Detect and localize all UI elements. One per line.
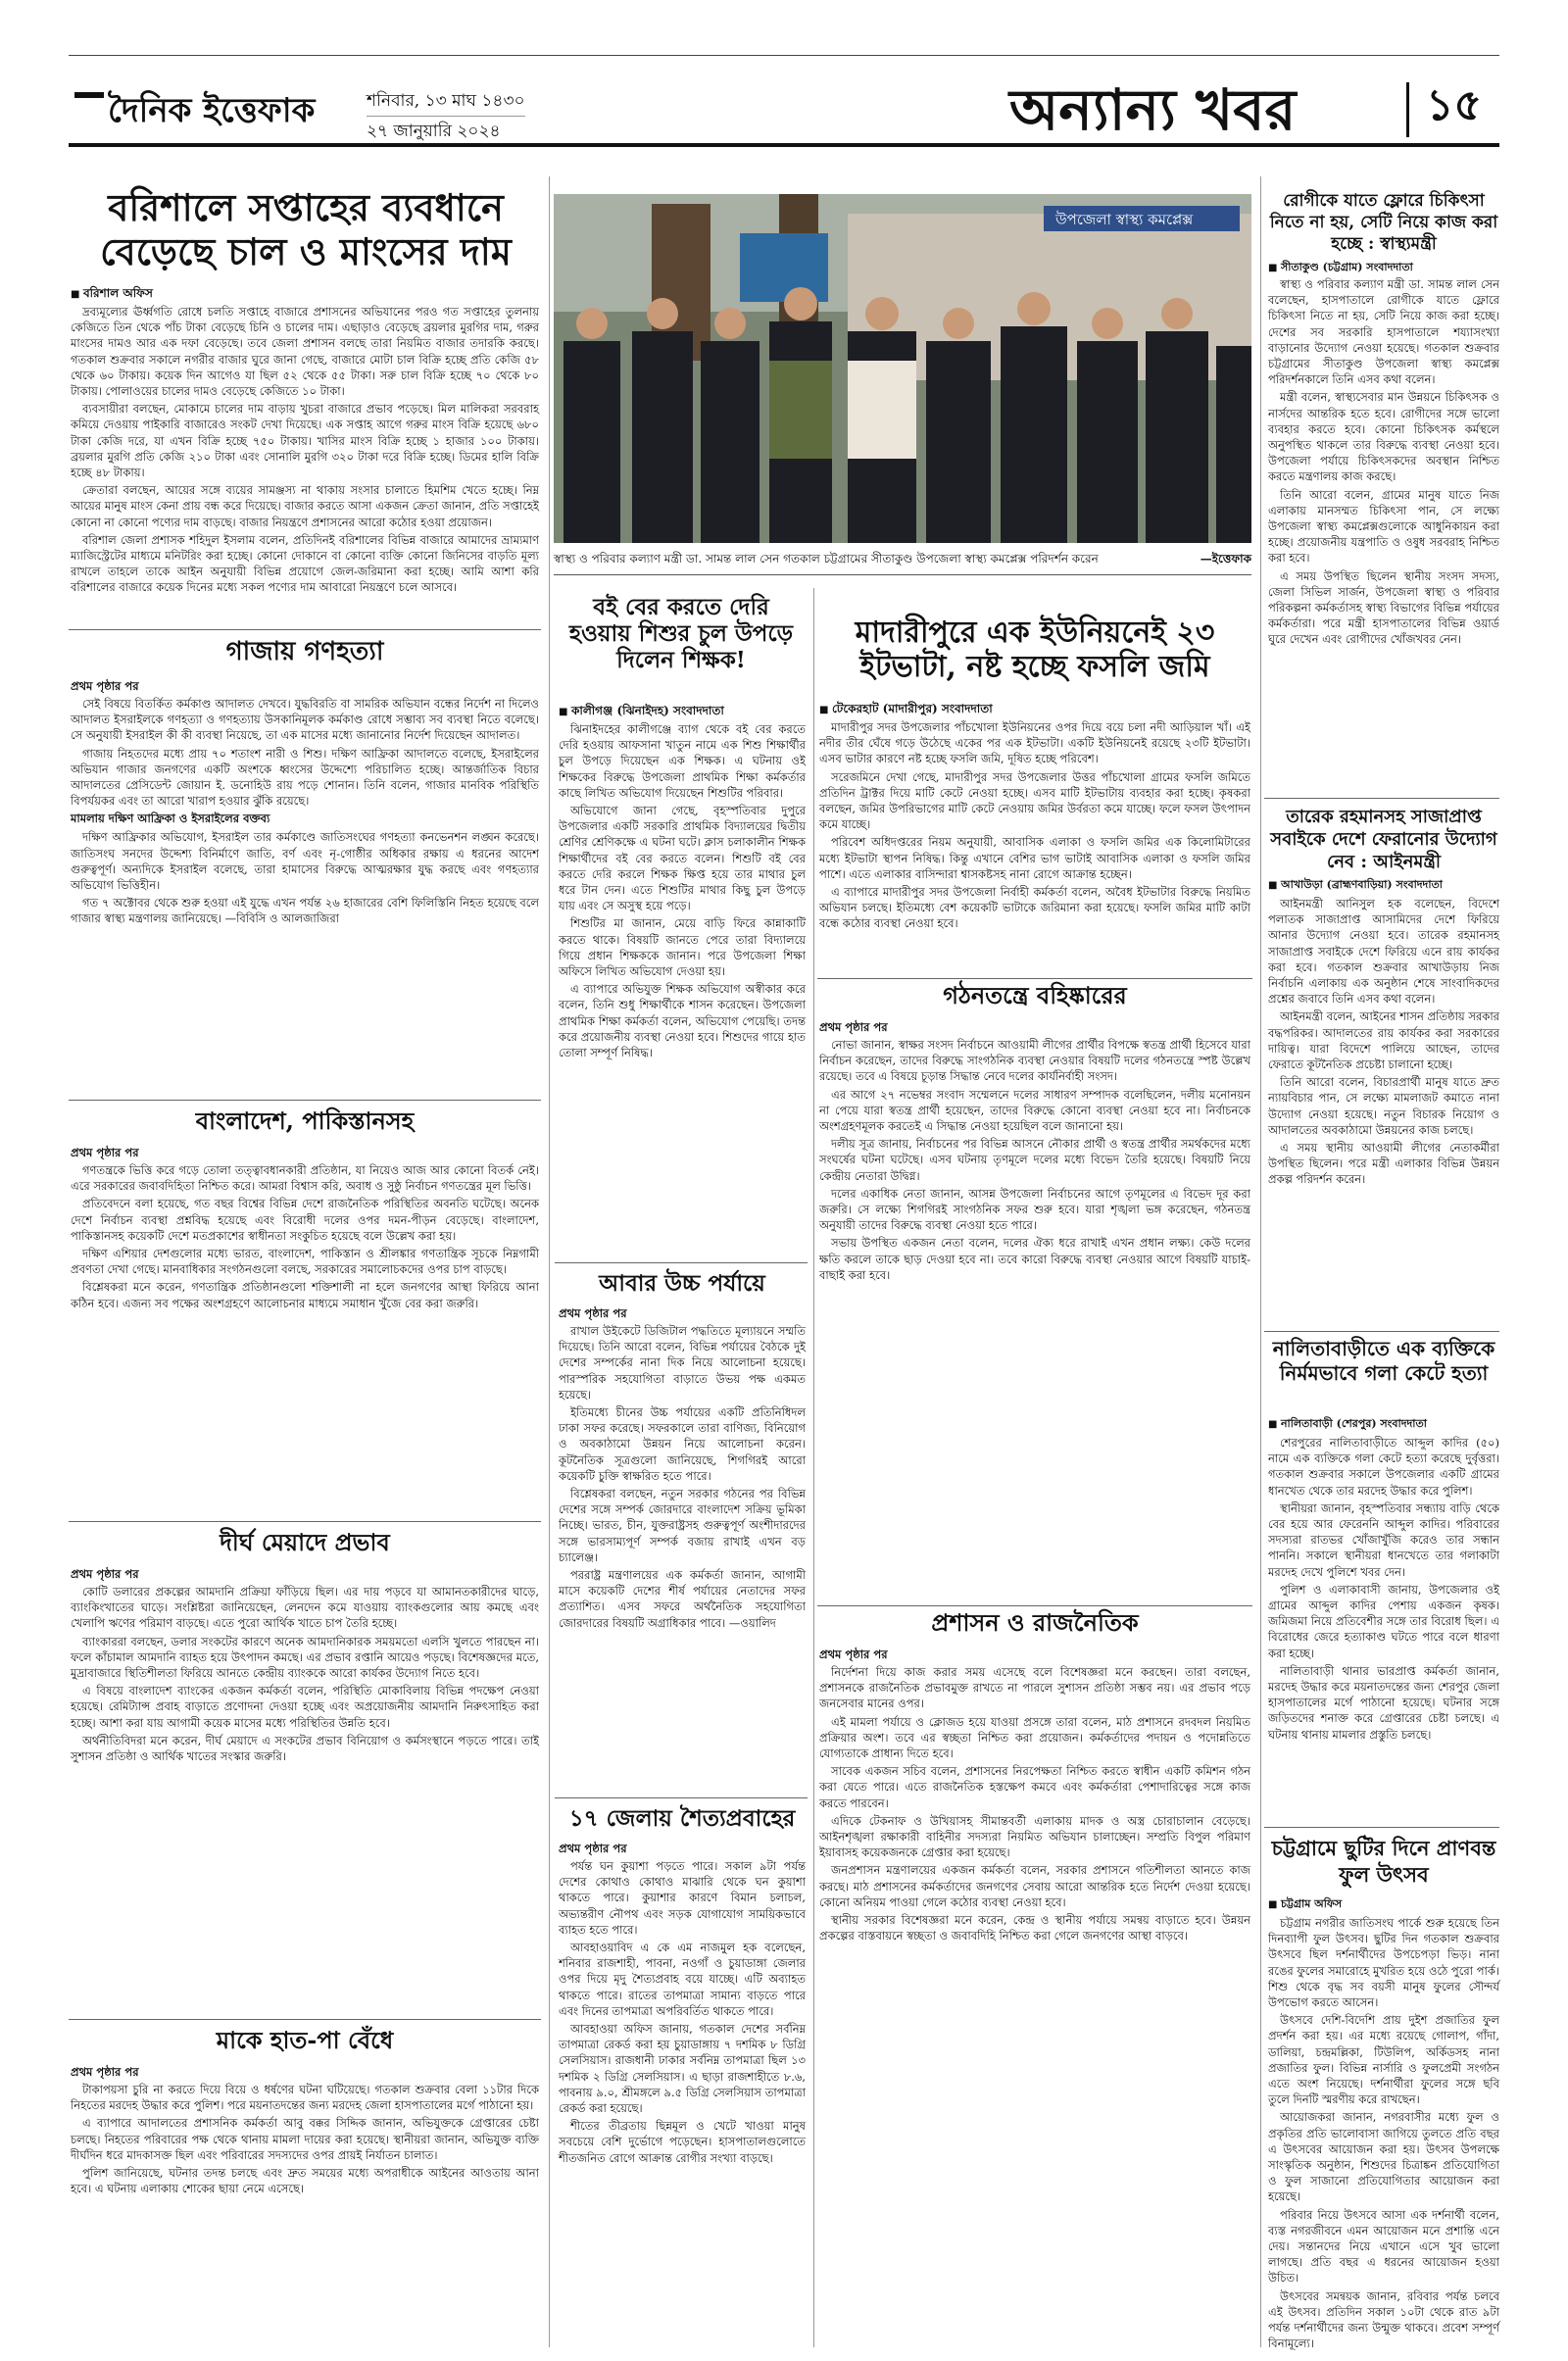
gaza-paragraph: দক্ষিণ আফ্রিকার অভিযোগ, ইসরাইল তার কর্মকাণ্ডে জাতিসংঘের গণহত্যা কনভেনশন লঙ্ঘন করেছে। জাতিসংঘ সনদের উদ্দেশ্য বিনির্মাণে জাতি, বর্ণ এবং নৃ-গোষ্ঠীর অধিকার রক্ষায় এ ধরনের আদেশ গুরুত্বপূর্ণ। অন্যদিকে ইসরাইল বলেছে, তারা হামাসের বিরুদ্ধে আত্মরক্ষার যুদ্ধ করছে এবং গণহত্যার অভিযোগ ভিত্তিহীন। [71, 830, 539, 893]
lead-paragraph: ক্রেতারা বলছেন, আয়ের সঙ্গে ব্যয়ের সামঞ্জস্য না থাকায় সংসার চালাতে হিমশিম খেতে হচ্ছে। নিম্ন আয়ের মানুষ মাংস কেনা প্রায় বন্ধ করে দিয়েছে। বাজার করতে আসা একজন ক্রেতা জানান, প্রতি সপ্তাহেই কোনো না কোনো পণ্যের দাম বাড়ছে। বাজার নিয়ন্ত্রণে প্রশাসনের আরো কঠোর হওয়া প্রয়োজন। [71, 483, 539, 529]
bdpak-body [71, 1162, 539, 1511]
madaripur-paragraph: সরেজমিনে দেখা গেছে, মাদারীপুর সদর উপজেলার উত্তর পাঁচখোলা গ্রামের ফসলি জমিতে প্রতিদিন ট্রাক্টর দিয়ে মাটি কেটে নেওয়া হচ্ছে। এসব মাটি ইটভাটায় ব্যবহার করা হচ্ছে। কৃষকরা বলছেন, জমির উপরিভাগের মাটি কেটে নেওয়ায় জমির উর্বরতা কমে যাচ্ছে। ফলে ফসল উৎপাদন কমে যাচ্ছে। [819, 769, 1250, 832]
madaripur-paragraph: পরিবেশ অধিদপ্তরের নিয়ম অনুযায়ী, আবাসিক এলাকা ও ফসলি জমির এক কিলোমিটারের মধ্যে ইটভাটা স্থাপন নিষিদ্ধ। কিন্তু এখানে বেশির ভাগ ভাটাই আবাসিক এলাকা ও ফসলি জমির পাশে। এতে এলাকার বাসিন্দারা শ্বাসকষ্টসহ নানা রোগে আক্রান্ত হচ্ছেন। [819, 835, 1250, 881]
lead-headline-line2: বেড়েছে চাল ও মাংসের দাম [100, 228, 512, 273]
gaza-body [71, 696, 539, 1092]
bdpak-paragraph: প্রতিবেদনে বলা হয়েছে, গত বছর বিশ্বের বিভিন্ন দেশে রাজনৈতিক পরিস্থিতির অবনতি ঘটেছে। অনেক দেশে নির্বাচন ব্যবস্থা প্রশ্নবিদ্ধ হয়েছে এবং বিরোধী দলের ওপর দমন-পীড়ন বেড়েছে। বাংলাদেশ, পাকিস্তানসহ কয়েকটি দেশে মতপ্রকাশের স্বাধীনতা সংকুচিত হয়েছে বলে উল্লেখ করা হয়। [71, 1197, 539, 1243]
story-divider [69, 1521, 541, 1522]
teacher-body [559, 721, 806, 1253]
longterm-paragraph: কোটি ডলারের প্রকল্পের আমদানি প্রক্রিয়া ফাঁড়িয়ে ছিল। এর দায় পড়বে যা আমানতকারীদের ঘাড়ে, ব্যাংকিংখাতের ঘাড়ে। সংশ্লিষ্টরা জানিয়েছেন, লেনদেন কমে যাওয়ায় ব্যাংকগুলোর আয় কমছে এবং খেলাপি ঋণের পরিমাণ বাড়ছে। এতে পুরো আর্থিক খাতে চাপ তৈরি হচ্ছে। [71, 1585, 539, 1631]
madaripur-headline-line1: মাদারীপুরে এক ইউনিয়নেই ২৩ [855, 615, 1215, 650]
health-paragraph: স্বাস্থ্য ও পরিবার কল্যাণ মন্ত্রী ডা. সামন্ত লাল সেন বলেছেন, হাসপাতালে রোগীকে যাতে ফ্লোরে চিকিৎসা নিতে না হয়, সেটি নিয়ে কাজ করা হচ্ছে। দেশের সব সরকারি হাসপাতালে শয্যাসংখ্যা বাড়ানোর উদ্যোগ নেওয়া হয়েছে। গতকাল শুক্রবার চট্টগ্রামের সীতাকুণ্ড উপজেলা স্বাস্থ্য কমপ্লেক্স পরিদর্শনকালে তিনি এসব কথা বলেন। [1268, 277, 1499, 387]
lead-paragraph: বরিশাল জেলা প্রশাসক শহিদুল ইসলাম বলেন, প্রতিদিনই বরিশালের বিভিন্ন বাজারে আমাদের ভ্রাম্যমাণ ম্যাজিস্ট্রেটের মাধ্যমে মনিটরিং করা হচ্ছে। কোনো দোকানে বা কোনো ব্যক্তি কোনো জিনিসের বাড়তি মূল্য রাখলে তাহলে তাকে আইন অনুযায়ী বিভিন্ন প্রয়োগে জেল-জরিমানা করা হচ্ছে। আমি আশা করি বরিশালের বাজারে কয়েক দিনের মধ্যে সকল পণ্যের দাম আবারো নিয়ন্ত্রণে চলে আসবে। [71, 532, 539, 595]
cold-headline: ১৭ জেলায় শৈত্যপ্রবাহের [568, 1805, 796, 1832]
madaripur-paragraph: এ ব্যাপারে মাদারীপুর সদর উপজেলা নির্বাহী কর্মকর্তা বলেন, অবৈধ ইটভাটার বিরুদ্ধে নিয়মিত অভিযান চলছে। ইতিমধ্যে বেশ কয়েকটি ভাটাকে জরিমানা করা হয়েছে। ফসলি জমির মাটি কাটা বন্ধে কঠোর ব্যবস্থা নেওয়া হবে। [819, 885, 1250, 931]
story-divider [69, 1100, 541, 1101]
reform-paragraph: দলের একাধিক নেতা জানান, আসন্ন উপজেলা নির্বাচনের আগে তৃণমূলের এ বিভেদ দূর করা জরুরি। সে লক্ষ্যে শিগগিরই সাংগঠনিক সফর শুরু হবে। যারা শৃঙ্খলা ভঙ্গ করেছেন, গঠনতন্ত্র অনুযায়ী তাদের বিরুদ্ধে ব্যবস্থা নেওয়া হতে পারে। [819, 1186, 1250, 1233]
reform-body [819, 1037, 1250, 1605]
murder-paragraph: শেরপুরের নালিতাবাড়ীতে আব্দুল কাদির (৫০) নামে এক ব্যক্তিকে গলা কেটে হত্যা করেছে দুর্বৃত্তরা। গতকাল শুক্রবার সকালে উপজেলার একটি গ্রামের ধানখেত থেকে তার মরদেহ উদ্ধার করে পুলিশ। [1268, 1436, 1499, 1498]
gaza-headline: গাজায় গণহত্যা [225, 637, 384, 666]
cold-paragraph: আবহাওয়া অফিস জানায়, গতকাল দেশের সর্বনিম্ন তাপমাত্রা রেকর্ড করা হয় চুয়াডাঙ্গায় ৭ দশমিক ৮ ডিগ্রি সেলসিয়াস। রাজধানী ঢাকার সর্বনিম্ন তাপমাত্রা ছিল ১৩ দশমিক ২ ডিগ্রি সেলসিয়াস। এ ছাড়া রাজশাহীতে ৮.৬, পাবনায় ৯.০, শ্রীমঙ্গলে ৯.৫ ডিগ্রি সেলসিয়াস তাপমাত্রা রেকর্ড করা হয়েছে। [559, 2022, 806, 2116]
admin-body [819, 1664, 1250, 2346]
admin-paragraph: স্থানীয় সরকার বিশেষজ্ঞরা মনে করেন, কেন্দ্র ও স্থানীয় পর্যায়ে সমন্বয় বাড়াতে হবে। উন্নয়ন প্রকল্পের বাস্তবায়নে স্বচ্ছতা ও জবাবদিহি নিশ্চিত করা গেলে জনগণের আস্থা বাড়বে। [819, 1913, 1250, 1943]
slap-paragraph: এ ব্যাপারে আদালতের প্রশাসনিক কর্মকর্তা আবু বক্কর সিদ্দিক জানান, অভিযুক্তকে গ্রেপ্তারের চেষ্টা চলছে। নিহতের পরিবারের পক্ষ থেকে থানায় মামলা দায়ের করা হয়েছে। স্থানীয়রা জানান, অভিযুক্ত ব্যক্তি দীর্ঘদিন ধরে মাদকাসক্ত ছিল এবং পরিবারের সদস্যদের ওপর প্রায়ই নির্যাতন চালাত। [71, 2116, 539, 2162]
photo-sign-text: উপজেলা স্বাস্থ্য কমপ্লেক্স [1055, 211, 1194, 228]
teacher-byline: ■ কালীগঞ্জ (ঝিনাইদহ) সংবাদদাতা [559, 702, 806, 721]
reform-headline: গঠনতন্ত্রে বহিষ্কারের [943, 981, 1127, 1009]
reform-paragraph: এর আগে ২৭ নভেম্বর সংবাদ সম্মেলনে দলের সাধারণ সম্পাদক বলেছিলেন, দলীয় মনোনয়ন না পেয়ে যারা স্বতন্ত্র প্রার্থী হয়েছেন, তাদের বিরুদ্ধে কোনো ব্যবস্থা নেওয়া হবে না। নির্বাচনকে অংশগ্রহণমূলক করতেই এ সিদ্ধান্ত নেওয়া হয়েছিল বলে জানানো হয়। [819, 1087, 1250, 1134]
health-byline: ■ সীতাকুণ্ড (চট্টগ্রাম) সংবাদদাতা [1268, 259, 1499, 277]
story-divider [555, 1797, 808, 1798]
bdpak-headline: বাংলাদেশ, পাকিস্তানসহ [195, 1107, 415, 1135]
cold-paragraph: আবহাওয়াবিদ এ কে এম নাজমুল হক বলেছেন, শনিবার রাজশাহী, পাবনা, নওগাঁ ও চুয়াডাঙ্গা জেলার ওপর দিয়ে মৃদু শৈত্যপ্রবাহ বয়ে যাচ্ছে। এটি অব্যাহত থাকতে পারে। রাতের তাপমাত্রা সামান্য বাড়তে পারে এবং দিনের তাপমাত্রা অপরিবর্তিত থাকতে পারে। [559, 1941, 806, 2018]
top-rule [69, 55, 1499, 56]
madaripur-byline: ■ টেকেরহাট (মাদারীপুর) সংবাদদাতা [819, 700, 1250, 719]
health-body [1268, 276, 1499, 786]
bdpak-continued: প্রথম পৃষ্ঠার পর [71, 1146, 139, 1159]
photo-caption [554, 551, 1251, 566]
admin-headline: প্রশাসন ও রাজনৈতিক [931, 1608, 1139, 1637]
teacher-paragraph: অভিযোগে জানা গেছে, বৃহস্পতিবার দুপুরে উপজেলার একটি সরকারি প্রাথমিক বিদ্যালয়ের দ্বিতীয় শ্রেণির শ্রেণিকক্ষে এ ঘটনা ঘটে। ক্লাস চলাকালীন শিক্ষক শিক্ষার্থীদের বই বের করতে বলেন। শিশুটি বই বের করতে দেরি করলে শিক্ষক ক্ষিপ্ত হয়ে তার মাথার চুল ধরে টান দেন। এতে শিশুটির মাথার কিছু চুল উপড়ে যায় এবং সে অসুস্থ হয়ে পড়ে। [559, 804, 806, 913]
murder-paragraph: নালিতাবাড়ী থানার ভারপ্রাপ্ত কর্মকর্তা জানান, মরদেহ উদ্ধার করে ময়নাতদন্তের জন্য শেরপুর জেলা হাসপাতালের মর্গে পাঠানো হয়েছে। ঘটনার সঙ্গে জড়িতদের শনাক্ত করে গ্রেপ্তারের চেষ্টা চলছে। এ ঘটনায় থানায় মামলার প্রস্তুতি চলছে। [1268, 1663, 1499, 1742]
admin-paragraph: এই মামলা পর্যায়ে ও ক্লোজড হয়ে যাওয়া প্রসঙ্গে তারা বলেন, মাঠ প্রশাসনে রদবদল নিয়মিত প্রক্রিয়ার অংশ। তবে এর স্বচ্ছতা নিশ্চিত করা প্রয়োজন। কর্মকর্তাদের পদায়ন ও পদোন্নতিতে যোগ্যতাকে প্রাধান্য দিতে হবে। [819, 1714, 1250, 1761]
high-continued: প্রথম পৃষ্ঠার পর [559, 1306, 627, 1320]
madaripur-body [819, 719, 1250, 974]
flower-paragraph: আয়োজকরা জানান, নগরবাসীর মধ্যে ফুল ও প্রকৃতির প্রতি ভালোবাসা জাগিয়ে তুলতে প্রতি বছর এ উৎসবের আয়োজন করা হয়। উৎসব উপলক্ষে সাংস্কৃতিক অনুষ্ঠান, শিশুদের চিত্রাঙ্কন প্রতিযোগিতা ও ফুল সাজানো প্রতিযোগিতার আয়োজন করা হয়েছে। [1268, 2110, 1499, 2204]
tarique-paragraph: এ সময় স্থানীয় আওয়ামী লীগের নেতাকর্মীরা উপস্থিত ছিলেন। পরে মন্ত্রী এলাকার বিভিন্ন উন্নয়ন প্রকল্প পরিদর্শন করেন। [1268, 1141, 1499, 1187]
issue-date-weekday: শনিবার, ১৩ মাঘ ১৪৩০ [367, 91, 525, 111]
high-paragraph: রাখাল উইকেটে ডিজিটাল পদ্ধতিতে মূল্যায়নে সম্মতি দিয়েছে। তিনি আরো বলেন, বিভিন্ন পর্যায়ের বৈঠকে দুই দেশের সম্পর্কের নানা দিক নিয়ে আলোচনা হয়েছে। পারস্পরিক সহযোগিতা বাড়াতে উভয় পক্ষ একমত হয়েছে। [559, 1324, 806, 1402]
cold-paragraph: পর্যন্ত ঘন কুয়াশা পড়তে পারে। সকাল ৯টা পর্যন্ত দেশের কোথাও কোথাও মাঝারি থেকে ঘন কুয়াশা থাকতে পারে। কুয়াশার কারণে বিমান চলাচল, অভ্যন্তরীণ নৌপথ এবং সড়ক যোগাযোগ সাময়িকভাবে ব্যাহত হতে পারে। [559, 1859, 806, 1937]
high-paragraph: বিশ্লেষকরা বলছেন, নতুন সরকার গঠনের পর বিভিন্ন দেশের সঙ্গে সম্পর্ক জোরদারে বাংলাদেশ সক্রিয় ভূমিকা নিচ্ছে। ভারত, চীন, যুক্তরাষ্ট্রসহ গুরুত্বপূর্ণ অংশীদারদের সঙ্গে ভারসাম্যপূর্ণ সম্পর্ক বজায় রাখাই এখন বড় চ্যালেঞ্জ। [559, 1487, 806, 1564]
bdpak-paragraph: দক্ষিণ এশিয়ার দেশগুলোর মধ্যে ভারত, বাংলাদেশ, পাকিস্তান ও শ্রীলঙ্কার গণতান্ত্রিক সূচকে নিম্নগামী প্রবণতা দেখা গেছে। মানবাধিকার সংগঠনগুলো বলছে, সরকারের সমালোচকদের ওপর চাপ বাড়ছে। [71, 1247, 539, 1277]
longterm-paragraph: এ বিষয়ে বাংলাদেশ ব্যাংকের একজন কর্মকর্তা বলেন, পরিস্থিতি মোকাবিলায় বিভিন্ন পদক্ষেপ নেওয়া হয়েছে। রেমিট্যান্স প্রবাহ বাড়াতে প্রণোদনা দেওয়া হচ্ছে এবং অপ্রয়োজনীয় আমদানি নিরুৎসাহিত করা হচ্ছে। আশা করা যায় আগামী কয়েক মাসের মধ্যে পরিস্থিতির উন্নতি হবে। [71, 1684, 539, 1730]
longterm-headline: দীর্ঘ মেয়াদে প্রভাব [220, 1528, 390, 1556]
murder-paragraph: স্থানীয়রা জানান, বৃহস্পতিবার সন্ধ্যায় বাড়ি থেকে বের হয়ে আর ফেরেননি আব্দুল কাদির। পরিবারের সদস্যরা রাতভর খোঁজাখুঁজি করেও তার সন্ধান পাননি। সকালে স্থানীয়রা ধানখেতে তার গলাকাটা মরদেহ দেখে পুলিশে খবর দেন। [1268, 1500, 1499, 1579]
slap-body [71, 2082, 539, 2346]
tarique-paragraph: আইনমন্ত্রী বলেন, আইনের শাসন প্রতিষ্ঠায় সরকার বদ্ধপরিকর। আদালতের রায় কার্যকর করা সরকারের দায়িত্ব। যারা বিদেশে পালিয়ে আছেন, তাদের ফেরাতে কূটনৈতিক প্রচেষ্টা চালানো হচ্ছে। [1268, 1009, 1499, 1072]
slap-headline: মাকে হাত-পা বেঁধে [216, 2026, 394, 2054]
flower-body [1268, 1915, 1499, 2351]
flower-paragraph: চট্টগ্রাম নগরীর জাতিসংঘ পার্কে শুরু হয়েছে তিন দিনব্যাপী ফুল উৎসব। ছুটির দিন গতকাল শুক্রবার উৎসবে ছিল দর্শনার্থীদের উপচেপড়া ভিড়। নানা রঙের ফুলের সমারোহে মুখরিত হয়ে ওঠে পুরো পার্ক। শিশু থেকে বৃদ্ধ সব বয়সী মানুষ ফুলের সৌন্দর্য উপভোগ করতে আসেন। [1268, 1916, 1499, 2010]
tarique-paragraph: আইনমন্ত্রী আনিসুল হক বলেছেন, বিদেশে পলাতক সাজাপ্রাপ্ত আসামিদের দেশে ফিরিয়ে আনার উদ্যোগ নেওয়া হবে। তারেক রহমানসহ সাজাপ্রাপ্ত সবাইকে দেশে ফিরিয়ে এনে রায় কার্যকর করা হবে। গতকাল শুক্রবার আখাউড়ায় নিজ নির্বাচনি এলাকায় এক অনুষ্ঠান শেষে সাংবাদিকদের প্রশ্নের জবাবে তিনি এসব কথা বলেন। [1268, 897, 1499, 1007]
page-number: ১৫ [1426, 80, 1483, 130]
news-photo [554, 194, 1251, 543]
story-divider [817, 1605, 1252, 1606]
masthead-rule [69, 143, 1499, 147]
story-divider [1264, 1331, 1499, 1332]
teacher-headline: বই বের করতে দেরি হওয়ায় শিশুর চুল উপড়ে দিলেন শিক্ষক! [568, 594, 794, 674]
teacher-paragraph: শিশুটির মা জানান, মেয়ে বাড়ি ফিরে কান্নাকাটি করতে থাকে। বিষয়টি জানতে পেরে তারা বিদ্যালয়ে গিয়ে প্রধান শিক্ষককে জানান। পরে উপজেলা শিক্ষা অফিসে লিখিত অভিযোগ দেওয়া হয়। [559, 916, 806, 979]
admin-paragraph: জনপ্রশাসন মন্ত্রণালয়ের একজন কর্মকর্তা বলেন, সরকার প্রশাসনে গতিশীলতা আনতে কাজ করছে। মাঠ প্রশাসনের কর্মকর্তাদের জনগণের সেবায় আরো আন্তরিক হতে নির্দেশ দেওয়া হয়েছে। কোনো অনিয়ম পাওয়া গেলে কঠোর ব্যবস্থা নেওয়া হবে। [819, 1863, 1250, 1909]
admin-continued: প্রথম পৃষ্ঠার পর [819, 1648, 888, 1661]
madaripur-headline [819, 615, 1250, 685]
longterm-continued: প্রথম পৃষ্ঠার পর [71, 1567, 139, 1581]
teacher-paragraph: ঝিনাইদহের কালীগঞ্জে ব্যাগ থেকে বই বের করতে দেরি হওয়ায় আফসানা খাতুন নামে এক শিশু শিক্ষার্থীর চুল উপড়ে দিয়েছেন এক শিক্ষক। এ ঘটনায় ওই শিক্ষকের বিরুদ্ধে উপজেলা প্রাথমিক শিক্ষা কর্মকর্তার কাছে লিখিত অভিযোগ দিয়েছেন শিশুটির পরিবার। [559, 722, 806, 800]
story-divider [817, 978, 1252, 979]
tarique-byline: ■ আখাউড়া (ব্রাহ্মণবাড়িয়া) সংবাদদাতা [1268, 876, 1499, 895]
gaza-continued: প্রথম পৃষ্ঠার পর [71, 679, 139, 693]
teacher-paragraph: এ ব্যাপারে অভিযুক্ত শিক্ষক অভিযোগ অস্বীকার করে বলেন, তিনি শুধু শিক্ষার্থীকে শাসন করেছেন। উপজেলা প্রাথমিক শিক্ষা কর্মকর্তা বলেন, অভিযোগ পেয়েছি। তদন্ত করে প্রয়োজনীয় ব্যবস্থা নেওয়া হবে। শিশুদের গায়ে হাত তোলা সম্পূর্ণ নিষিদ্ধ। [559, 982, 806, 1060]
gaza-paragraph: গাজায় নিহতদের মধ্যে প্রায় ৭০ শতাংশ নারী ও শিশু। দক্ষিণ আফ্রিকা আদালতে বলেছে, ইসরাইলের অভিযান গাজার জনগণের একটি অংশকে ধ্বংসের উদ্দেশ্যে পরিচালিত হচ্ছে। আন্তর্জাতিক বিচার আদালতের প্রেসিডেন্ট জোয়ান ই. ডনোহিউ রায় পড়ে শোনান। তিনি বলেন, গাজার মানবিক পরিস্থিতি বিপর্যয়কর এবং তা আরো খারাপ হওয়ার ঝুঁকি রয়েছে। [71, 746, 539, 809]
column-divider [1260, 176, 1261, 2347]
admin-paragraph: সাবেক একজন সচিব বলেন, প্রশাসনের নিরপেক্ষতা নিশ্চিত করতে স্বাধীন একটি কমিশন গঠন করা যেতে পারে। এতে রাজনৈতিক হস্তক্ষেপ কমবে এবং কর্মকর্তারা পেশাদারিত্বের সঙ্গে কাজ করতে পারবেন। [819, 1764, 1250, 1810]
cold-body [559, 1858, 806, 2346]
news-photo-illustration [554, 194, 1251, 543]
health-paragraph: তিনি আরো বলেন, গ্রামের মানুষ যাতে নিজ এলাকায় মানসম্মত চিকিৎসা পান, সে লক্ষ্যে উপজেলা স্বাস্থ্য কমপ্লেক্সগুলোকে আধুনিকায়ন করা হচ্ছে। প্রয়োজনীয় যন্ত্রপাতি ও ওষুধ সরবরাহ নিশ্চিত করা হবে। [1268, 487, 1499, 566]
admin-paragraph: এদিকে টেকনাফ ও উখিয়াসহ সীমান্তবর্তী এলাকায় মাদক ও অস্ত্র চোরাচালান বেড়েছে। আইনশৃঙ্খলা রক্ষাকারী বাহিনীর সদস্যরা নিয়মিত অভিযান চালাচ্ছেন। সম্প্রতি বিপুল পরিমাণ ইয়াবাসহ কয়েকজনকে গ্রেপ্তার করা হয়েছে। [819, 1813, 1250, 1860]
tarique-paragraph: তিনি আরো বলেন, বিচারপ্রার্থী মানুষ যাতে দ্রুত ন্যায়বিচার পান, সে লক্ষ্যে মামলাজট কমাতে নানা উদ্যোগ নেওয়া হয়েছে। নতুন বিচারক নিয়োগ ও আদালতের অবকাঠামো উন্নয়নের কাজ চলছে। [1268, 1075, 1499, 1137]
tarique-body [1268, 896, 1499, 1327]
murder-headline: নালিতাবাড়ীতে এক ব্যক্তিকে নির্মমভাবে গলা কেটে হত্যা [1272, 1337, 1495, 1385]
story-divider [555, 1262, 808, 1263]
gaza-subhead: মামলায় দক্ষিণ আফ্রিকা ও ইসরাইলের বক্তব্য [71, 812, 270, 826]
flower-paragraph: পরিবার নিয়ে উৎসবে আসা এক দর্শনার্থী বলেন, ব্যস্ত নগরজীবনে এমন আয়োজন মনে প্রশান্তি এনে দেয়। সন্তানদের নিয়ে এখানে এসে খুব ভালো লাগছে। প্রতি বছর এ ধরনের আয়োজন হওয়া উচিত। [1268, 2207, 1499, 2286]
reform-paragraph: সভায় উপস্থিত একজন নেতা বলেন, দলের ঐক্য ধরে রাখাই এখন প্রধান লক্ষ্য। কেউ দলের ক্ষতি করলে তাকে ছাড় দেওয়া হবে না। তবে কারো বিরুদ্ধে ব্যবস্থা নেওয়ার আগে বিষয়টি যাচাই-বাছাই করা হবে। [819, 1236, 1250, 1282]
logo-text: দৈনিক ইত্তেফাক [108, 91, 316, 130]
gaza-paragraph: সেই বিষয়ে বিতর্কিত কর্মকাণ্ড আদালত দেখবে। যুদ্ধবিরতি বা সামরিক অভিযান বন্ধের নির্দেশ না দিলেও আদালত ইসরাইলকে গণহত্যা ও গণহত্যায় উসকানিমূলক কর্মকাণ্ড রোধে সম্ভাব্য সব ব্যবস্থা নিতে বলেছে। সে অনুযায়ী ইসরাইল কী কী ব্যবস্থা নিয়েছে, তা এক মাসের মধ্যে জানানোর নির্দেশ দিয়েছেন আদালত। [71, 697, 539, 743]
slap-paragraph: টাকাপয়সা চুরি না করতে দিয়ে বিয়ে ও ধর্ষণের ঘটনা ঘটিয়েছে। গতকাল শুক্রবার বেলা ১১টার দিকে নিহতের মরদেহ উদ্ধার করে পুলিশ। পরে ময়নাতদন্তের জন্য মরদেহ জেলা হাসপাতালের মর্গে পাঠানো হয়। [71, 2083, 539, 2113]
story-divider [69, 2019, 541, 2020]
reform-paragraph: নোভা জানান, স্বাক্ষর সংসদ নির্বাচনে আওয়ামী লীগের প্রার্থীর বিপক্ষে স্বতন্ত্র প্রার্থী হিসেবে যারা নির্বাচন করেছেন, তাদের বিরুদ্ধে সাংগঠনিক ব্যবস্থা নেওয়ার বিষয়টি দলের গঠনতন্ত্রে স্পষ্ট উল্লেখ রয়েছে। তবে এ বিষয়ে চূড়ান্ত সিদ্ধান্ত নেবে দলের কার্যনির্বাহী সংসদ। [819, 1038, 1250, 1084]
health-paragraph: এ সময় উপস্থিত ছিলেন স্থানীয় সংসদ সদস্য, জেলা সিভিল সার্জন, উপজেলা স্বাস্থ্য ও পরিবার পরিকল্পনা কর্মকর্তাসহ স্বাস্থ্য বিভাগের বিভিন্ন পর্যায়ের কর্মকর্তারা। পরে মন্ত্রী হাসপাতালের বিভিন্ন ওয়ার্ড ঘুরে দেখেন এবং রোগীদের খোঁজখবর নেন। [1268, 568, 1499, 647]
story-divider [69, 629, 541, 630]
reform-continued: প্রথম পৃষ্ঠার পর [819, 1020, 888, 1034]
lead-paragraph: ব্যবসায়ীরা বলছেন, মোকামে চালের দাম বাড়ায় খুচরা বাজারে প্রভাব পড়েছে। মিল মালিকরা সরবরাহ কমিয়ে দেওয়ায় পাইকারি বাজারেও সংকট দেখা দিয়েছে। এক সপ্তাহ আগে গরুর মাংস বিক্রি হয়েছে ৬৮০ টাকা কেজি দরে, যা এখন বিক্রি হচ্ছে ৭৫০ টাকায়। খাসির মাংস বিক্রি হচ্ছে ১ হাজার ১০০ টাকায়। ব্রয়লার মুরগি প্রতি কেজি ২১০ টাকা এবং সোনালি মুরগি ৩২০ টাকা দরে বিক্রি হচ্ছে। ডিমের হালি বিক্রি হচ্ছে ৪৮ টাকায়। [71, 402, 539, 480]
reform-paragraph: দলীয় সূত্র জানায়, নির্বাচনের পর বিভিন্ন আসনে নৌকার প্রার্থী ও স্বতন্ত্র প্রার্থীর সমর্থকদের মধ্যে সংঘর্ষের ঘটনা ঘটেছে। এসব ঘটনায় তৃণমূলে দলের মধ্যে বিভেদ তৈরি হয়েছে। বিষয়টি নিয়ে কেন্দ্রীয় নেতারা উদ্বিগ্ন। [819, 1137, 1250, 1183]
photo-rule [554, 574, 1251, 575]
murder-body [1268, 1435, 1499, 1823]
page-number-divider [1406, 82, 1409, 137]
cold-paragraph: শীতের তীব্রতায় ছিন্নমূল ও খেটে খাওয়া মানুষ সবচেয়ে বেশি দুর্ভোগে পড়েছেন। হাসপাতালগুলোতে শীতজনিত রোগে আক্রান্ত রোগীর সংখ্যা বাড়ছে। [559, 2119, 806, 2165]
slap-continued: প্রথম পৃষ্ঠার পর [71, 2065, 139, 2079]
issue-date [367, 90, 525, 142]
longterm-paragraph: ব্যাংকাররা বলছেন, ডলার সংকটের কারণে অনেক আমদানিকারক সময়মতো এলসি খুলতে পারছেন না। ফলে কাঁচামাল আমদানি ব্যাহত হয়ে উৎপাদন কমছে। এর প্রভাব রপ্তানি আয়েও পড়ছে। বিশেষজ্ঞদের মতে, মুদ্রাবাজারে স্থিতিশীলতা ফিরিয়ে আনতে কেন্দ্রীয় ব্যাংককে আরো কার্যকর উদ্যোগ নিতে হবে। [71, 1634, 539, 1681]
column-divider [549, 176, 550, 2347]
newspaper-logo [69, 86, 316, 130]
lead-headline [71, 186, 541, 274]
lead-byline: ■ বরিশাল অফিস [71, 284, 153, 304]
admin-paragraph: নির্দেশনা দিয়ে কাজ করার সময় এসেছে বলে বিশেষজ্ঞরা মনে করছেন। তারা বলছেন, প্রশাসনকে রাজনৈতিক প্রভাবমুক্ত রাখতে না পারলে সুশাসন প্রতিষ্ঠা সম্ভব নয়। এর প্রভাব পড়ে জনসেবার মানের ওপর। [819, 1665, 1250, 1711]
murder-byline: ■ নালিতাবাড়ী (শেরপুর) সংবাদদাতা [1268, 1415, 1499, 1434]
flower-headline: চট্টগ্রামে ছুটির দিনে প্রাণবন্ত ফুল উৎসব [1271, 1836, 1496, 1887]
madaripur-paragraph: মাদারীপুর সদর উপজেলার পাঁচখোলা ইউনিয়নের ওপর দিয়ে বয়ে চলা নদী আড়িয়াল খাঁ। এই নদীর তীর ঘেঁষে গড়ে উঠেছে একের পর এক ইটভাটা। একটি ইউনিয়নেই রয়েছে ২৩টি ইটভাটা। এসব ভাটার কারণে নষ্ট হচ্ছে ফসলি জমি, দূষিত হচ্ছে পরিবেশ। [819, 720, 1250, 766]
flower-byline: ■ চট্টগ্রাম অফিস [1268, 1895, 1499, 1914]
flower-paragraph: উৎসবের সমন্বয়ক জানান, রবিবার পর্যন্ত চলবে এই উৎসব। প্রতিদিন সকাল ১০টা থেকে রাত ৯টা পর্যন্ত দর্শনার্থীদের জন্য উন্মুক্ত থাকবে। প্রবেশ সম্পূর্ণ বিনামূল্যে। [1268, 2288, 1499, 2351]
photo-caption-text: স্বাস্থ্য ও পরিবার কল্যাণ মন্ত্রী ডা. সামন্ত লাল সেন গতকাল চট্টগ্রামের সীতাকুণ্ড উপজেলা স্বাস্থ্য কমপ্লেক্স পরিদর্শন করেন [554, 552, 1099, 566]
gaza-paragraph: গত ৭ অক্টোবর থেকে শুরু হওয়া এই যুদ্ধে এখন পর্যন্ত ২৬ হাজারের বেশি ফিলিস্তিনি নিহত হয়েছে বলে গাজার স্বাস্থ্য মন্ত্রণালয় জানিয়েছে। —বিবিসি ও আলজাজিরা [71, 896, 539, 926]
high-body [559, 1323, 806, 1790]
health-headline: রোগীকে যাতে ফ্লোরে চিকিৎসা নিতে না হয়, সেটি নিয়ে কাজ করা হচ্ছে : স্বাস্থ্যমন্ত্রী [1269, 191, 1498, 254]
lead-headline-line1: বরিশালে সপ্তাহের ব্যবধানে [108, 185, 504, 229]
issue-date-gregorian: ২৭ জানুয়ারি ২০২৪ [367, 116, 525, 142]
tarique-headline: তারেক রহমানসহ সাজাপ্রাপ্ত সবাইকে দেশে ফেরানোর উদ্যোগ নেব : আইনমন্ত্রী [1270, 807, 1497, 872]
flower-paragraph: উৎসবে দেশি-বিদেশি প্রায় দুইশ প্রজাতির ফুল প্রদর্শন করা হয়। এর মধ্যে রয়েছে গোলাপ, গাঁদা, ডালিয়া, চন্দ্রমল্লিকা, টিউলিপ, অর্কিডসহ নানা প্রজাতির ফুল। বিভিন্ন নার্সারি ও ফুলপ্রেমী সংগঠন এতে অংশ নিয়েছে। দর্শনার্থীরা ফুলের সঙ্গে ছবি তুলে দিনটি স্মরণীয় করে রাখছেন। [1268, 2013, 1499, 2107]
photo-credit: —ইত্তেফাক [1200, 552, 1251, 566]
bdpak-paragraph: বিশ্লেষকরা মনে করেন, গণতান্ত্রিক প্রতিষ্ঠানগুলো শক্তিশালী না হলে জনগণের আস্থা ফিরিয়ে আনা কঠিন হবে। এজন্য সব পক্ষের অংশগ্রহণে আলোচনার মাধ্যমে সমাধান খুঁজে বের করা জরুরি। [71, 1280, 539, 1310]
section-title: অন্যান্য খবর [1009, 76, 1297, 143]
lead-body [71, 304, 539, 619]
high-paragraph: পররাষ্ট্র মন্ত্রণালয়ের এক কর্মকর্তা জানান, আগামী মাসে কয়েকটি দেশের শীর্ষ পর্যায়ের নেতাদের সফর প্রত্যাশিত। এসব সফরে অর্থনৈতিক সহযোগিতা জোরদারের বিষয়টি অগ্রাধিকার পাবে। —ওয়ালিদ [559, 1568, 806, 1630]
slap-paragraph: পুলিশ জানিয়েছে, ঘটনার তদন্ত চলছে এবং দ্রুত সময়ের মধ্যে অপরাধীকে আইনের আওতায় আনা হবে। এ ঘটনায় এলাকায় শোকের ছায়া নেমে এসেছে। [71, 2166, 539, 2196]
longterm-paragraph: অর্থনীতিবিদরা মনে করেন, দীর্ঘ মেয়াদে এ সংকটের প্রভাব বিনিয়োগ ও কর্মসংস্থানে পড়তে পারে। তাই সুশাসন প্রতিষ্ঠা ও আর্থিক খাতের সংস্কার জরুরি। [71, 1733, 539, 1764]
health-paragraph: মন্ত্রী বলেন, স্বাস্থ্যসেবার মান উন্নয়নে চিকিৎসক ও নার্সদের আন্তরিক হতে হবে। রোগীদের সঙ্গে ভালো ব্যবহার করতে হবে। কোনো চিকিৎসক কর্মস্থলে অনুপস্থিত থাকলে তার বিরুদ্ধে ব্যবস্থা নেওয়া হবে। উপজেলা পর্যায়ে চিকিৎসকদের অবস্থান নিশ্চিত করতে মন্ত্রণালয় কাজ করছে। [1268, 390, 1499, 484]
cold-continued: প্রথম পৃষ্ঠার পর [559, 1842, 627, 1855]
bdpak-paragraph: গণতন্ত্রকে ভিত্তি করে গড়ে তোলা তত্ত্বাবধানকারী প্রতিষ্ঠান, যা নিয়েও আজ আর কোনো বিতর্ক নেই। এরে সরকারের জবাবদিহিতা নিশ্চিত করে। আমরা বিশ্বাস করি, অবাধ ও সুষ্ঠু নির্বাচন গণতন্ত্রের মূল ভিত্তি। [71, 1163, 539, 1194]
longterm-body [71, 1584, 539, 2015]
column-divider [813, 588, 814, 2347]
murder-paragraph: পুলিশ ও এলাকাবাসী জানায়, উপজেলার ওই গ্রামের আব্দুল কাদির পেশায় একজন কৃষক। জমিজমা নিয়ে প্রতিবেশীর সঙ্গে তার বিরোধ ছিল। এ বিরোধের জেরে হত্যাকাণ্ড ঘটতে পারে বলে ধারণা করা হচ্ছে। [1268, 1582, 1499, 1660]
lead-paragraph: দ্রব্যমূল্যের ঊর্ধ্বগতি রোধে চলতি সপ্তাহে বাজারে প্রশাসনের অভিযানের পরও গত সপ্তাহের তুলনায় কেজিতে তিন থেকে পাঁচ টাকা বেড়েছে চিনি ও চালের দাম। এছাড়াও বেড়েছে ব্রয়লার মুরগির দাম, গরুর মাংসের দামও আর এক দফা বেড়েছে। তবে জেলা প্রশাসন বলছে তারা নিয়মিত বাজার তদারকি করছে। গতকাল শুক্রবার সকালে নগরীর বাজার ঘুরে জানা গেছে, বাজারে মোটা চাল বিক্রি হচ্ছে প্রতি কেজি ৫৮ থেকে ৬০ টাকায়। কয়েক দিন আগেও যা ছিল ৫২ থেকে ৫৫ টাকা। সরু চাল বিক্রি হচ্ছে ৭০ থেকে ৮০ টাকায়। পোলাওয়ের চালের দামও বেড়েছে কেজিতে ১০ টাকা। [71, 305, 539, 399]
story-divider [1264, 798, 1499, 799]
madaripur-headline-line2: ইটভাটা, নষ্ট হচ্ছে ফসলি জমি [859, 650, 1210, 685]
high-paragraph: ইতিমধ্যে চীনের উচ্চ পর্যায়ের একটি প্রতিনিধিদল ঢাকা সফর করেছে। সফরকালে তারা বাণিজ্য, বিনিয়োগ ও অবকাঠামো উন্নয়ন নিয়ে আলোচনা করেন। কূটনৈতিক সূত্রগুলো জানিয়েছে, শিগগিরই আরো কয়েকটি চুক্তি স্বাক্ষরিত হতে পারে। [559, 1405, 806, 1483]
high-headline: আবার উচ্চ পর্যায়ে [599, 1270, 765, 1297]
story-divider [1264, 1827, 1499, 1828]
